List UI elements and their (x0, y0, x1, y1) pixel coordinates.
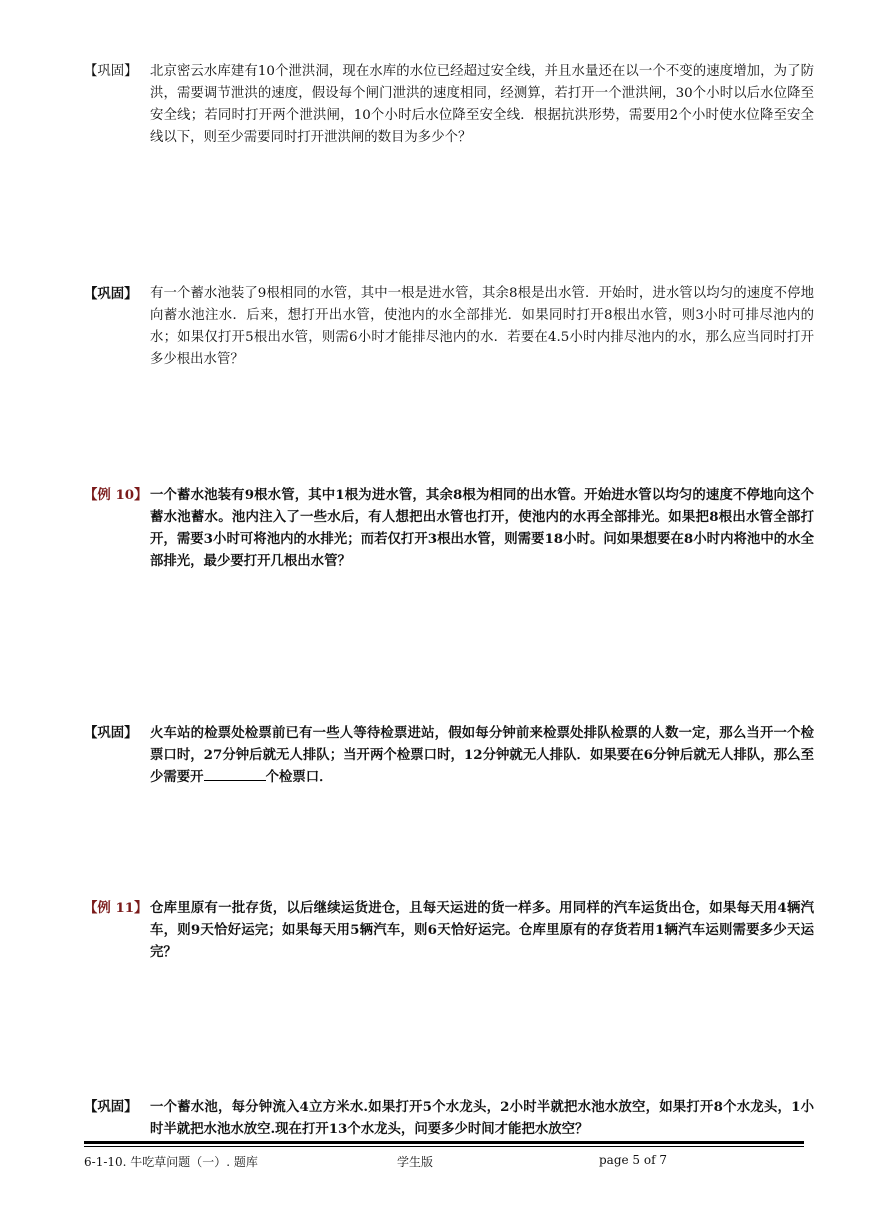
example-tag: 【例 10】 (84, 487, 148, 503)
footer-rule-thick (84, 1141, 804, 1144)
example-text: 一个蓄水池装有9根水管，其中1根为进水管，其余8根为相同的出水管。开始进水管以均匀的速度不停地向这个蓄水池蓄水。池内注入了一些水后，有人想把出水管也打开，使池内的水再全部排光。如果把8根出水管全部打开，需要3小时可将池内的水排光；而若仅打开3根出水管，则需要18小时。问如果想要在8小时内将池中的水全部排光，最少要打开几根出水管？ (150, 487, 814, 569)
problem-tag: 【巩固】 (84, 725, 138, 741)
text-after-blank: 个检票口． (265, 769, 333, 785)
example-text: 仓库里原有一批存货，以后继续运货进仓，且每天运进的货一样多。用同样的汽车运货出仓，如果每天用4辆汽车，则9天恰好运完；如果每天用5辆汽车，则6天恰好运完。仓库里原有的存货若用1辆汽车运则需要多少天运完？ (150, 900, 814, 960)
example-10 (84, 484, 814, 572)
example-11 (84, 897, 814, 963)
footer-edition: 学生版 (397, 1155, 434, 1169)
footer-rule-thin (84, 1146, 804, 1147)
problem-2 (84, 283, 814, 371)
problem-text: 北京密云水库建有10个泄洪洞，现在水库的水位已经超过安全线，并且水量还在以一个不变的速度增加，为了防洪，需要调节泄洪的速度，假设每个闸门泄洪的速度相同，经测算，若打开一个泄洪闸，30个小时以后水位降至安全线；若同时打开两个泄洪闸，10个小时后水位降至安全线．根据抗洪形势，需要用2个小时使水位降至安全线以下，则至少需要同时打开泄洪闸的数目为多少个？ (150, 64, 814, 145)
problem-text: 一个蓄水池，每分钟流入4立方米水.如果打开5个水龙头，2小时半就把水池水放空，如果打开8个水龙头，1小时半就把水池水放空.现在打开13个水龙头，问要多少时间才能把水放空？ (150, 1099, 814, 1137)
footer-page-number: page 5 of 7 (599, 1153, 667, 1167)
problem-4 (84, 1096, 814, 1140)
problem-tag: 【巩固】 (84, 286, 138, 302)
example-tag: 【例 11】 (84, 900, 148, 916)
answer-blank (204, 767, 266, 781)
footer-title: 6-1-10. 牛吃草问题（一）. 题库 (84, 1155, 258, 1169)
problem-3 (84, 722, 814, 788)
problem-text (150, 722, 814, 788)
problem-text: 有一个蓄水池装了9根相同的水管，其中一根是进水管，其余8根是出水管．开始时，进水管以均匀的速度不停地向蓄水池注水．后来，想打开出水管，使池内的水全部排光．如果同时打开8根出水管，则3小时可排尽池内的水；如果仅打开5根出水管，则需6小时才能排尽池内的水．若要在4.5小时内排尽池内的水，那么应当同时打开多少根出水管？ (150, 286, 814, 367)
problem-1 (84, 61, 814, 149)
problem-tag: 【巩固】 (84, 64, 138, 79)
problem-tag: 【巩固】 (84, 1099, 138, 1115)
text-before-blank: 火车站的检票处检票前已有一些人等待检票进站，假如每分钟前来检票处排队检票的人数一定，那么当开一个检票口时，27分钟后就无人排队；当开两个检票口时，12分钟就无人排队．如果要在6分钟后就无人排队，那么至少需要开 (150, 725, 814, 785)
